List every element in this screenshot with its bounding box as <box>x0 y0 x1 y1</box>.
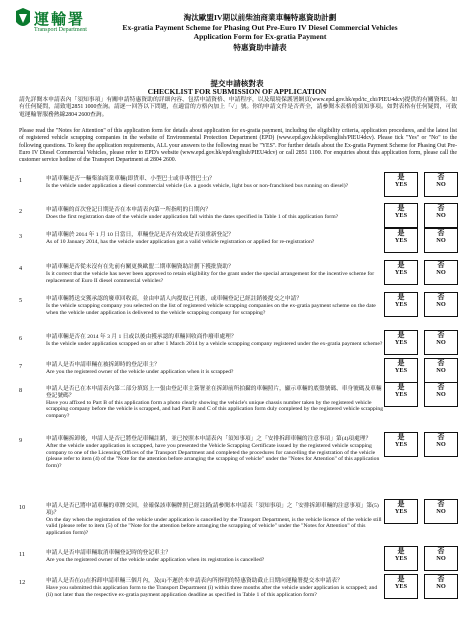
no-label-en: NO <box>436 508 446 515</box>
no-label-cn: 否 <box>437 229 445 237</box>
question-text <box>46 264 384 284</box>
question-text-en: Have you affixed to Part B of this application form a photo clearly showing the vehicle's unique chassis number taken by the registered vehicle scrapping company before the vehicle is scrapped, and had Part B and C of this application form duly completed by the registered vehicle scrapping company? <box>46 399 384 420</box>
yes-checkbox[interactable] <box>384 260 418 285</box>
question-text-cn: 申請車輛的首次登記日期是否在本申請表內第一所指明的日期內？ <box>46 207 211 213</box>
no-checkbox[interactable] <box>424 260 458 285</box>
question-number: 11 <box>19 551 25 558</box>
question-text-cn: 申請車輛拆卸後，申請人是否已將登記車輛註銷，並已按照本申請表內「須知事項」之「安排拆卸車輛的注意事項」第(4)項處理？ <box>46 436 372 442</box>
intro-paragraph-en: Please read the "Notes for Attention" of this application form for details about application for ex-gratia payment, including the eligibility criteria, application procedures, and the latest list of registered vehicle scrapping companies in the website of Environmental Protection Department (EPD) (www.epd.gov.hk/epd/english/PIEU4dcv). Please tick "Yes" or "No" to the following questions. To keep the application requirements, ALL your answers to the following must be "YES". For further details about the Ex-gratia Payment Scheme for Phasing Out Pre-Euro IV Diesel Commercial Vehicles, please refer to EPD's website (www.epd.gov.hk/epd/english/PIEU4dcv) or call 2851 1100. For enquiries about this application form, please call the customer service hotline of the Transport Department at 2804 2600. <box>19 128 457 164</box>
yes-label-en: YES <box>394 237 408 244</box>
yes-label-en: YES <box>394 391 408 398</box>
no-label-en: NO <box>436 583 446 590</box>
no-label-cn: 否 <box>437 293 445 301</box>
yes-label-en: YES <box>394 441 408 448</box>
question-number: 5 <box>19 297 23 304</box>
question-text <box>46 232 384 246</box>
yes-label-cn: 是 <box>397 331 405 339</box>
question-text-cn: 申請人是否已在本申請表內第二部分填寫上一張由登記車主簽署並在拆卸前所拍攝的車輛照片，顯示車輛的底盤號碼、車身號碼及車輛登記號碼？ <box>46 386 382 399</box>
no-label-cn: 否 <box>437 383 445 391</box>
yes-checkbox[interactable] <box>384 203 418 228</box>
question-text <box>46 296 384 316</box>
no-label-en: NO <box>436 212 446 219</box>
question-text-cn: 申請車輛是否在 2014 年 3 月 1 日或以後由獲承認的車輛回收商作廢車處理？ <box>46 334 237 340</box>
yes-checkbox[interactable] <box>384 574 418 599</box>
no-label-cn: 否 <box>437 433 445 441</box>
yes-label-cn: 是 <box>397 229 405 237</box>
question-text-en: On the day when the registration of the vehicle under application is cancelled by the Transport Department, is the vehicle licence of the vehicle still valid (please refer to item (5) of the "Note for the attention before arranging the scrapping of vehicle" under the "Notes for Attention" of this application form)? <box>46 516 382 537</box>
question-text-en: Are you the registered owner of the vehicle under application when its registration is cancelled? <box>46 556 265 563</box>
no-label-en: NO <box>436 339 446 346</box>
no-label-en: NO <box>436 181 446 188</box>
yes-label-cn: 是 <box>397 383 405 391</box>
yes-checkbox[interactable] <box>384 432 418 457</box>
yes-checkbox[interactable] <box>384 546 418 571</box>
yes-label-cn: 是 <box>397 547 405 555</box>
question-text <box>46 207 384 221</box>
yes-label-en: YES <box>394 339 408 346</box>
question-text <box>46 503 384 537</box>
question-text <box>46 386 384 420</box>
yes-label-en: YES <box>394 301 408 308</box>
yes-label-cn: 是 <box>397 575 405 583</box>
question-number: 2 <box>19 208 23 215</box>
question-text <box>46 578 384 598</box>
question-text-cn: 申請車輛將送交獲承認的廢車回收商，並由申請人內提取已刊憲，或車輛登記已經註銷後提交之申請？ <box>46 296 302 302</box>
question-number: 6 <box>19 335 23 342</box>
question-number: 8 <box>19 387 23 394</box>
yes-label-cn: 是 <box>397 261 405 269</box>
yes-label-en: YES <box>394 212 408 219</box>
intro-paragraph-cn: 請先詳閱本申請表內「須知事項」有關申請特惠資助的詳細內容、包括申請資格、申請程序，以及環境保護署網頁(www.epd.gov.hk/epd/tc_chi/PIEU4dcv)提供的有關資料。如有任何疑問，請致電2851 1000查詢。請逐一回答以下問題，在適當的方格內加上「✓」號。你的申請文件是否齊全，請參閱本表格的須知事項。如對表格有任何疑問，可致電運輸署服務熱線2804 2600查詢。 <box>19 97 457 118</box>
yes-label-en: YES <box>394 583 408 590</box>
yes-label-cn: 是 <box>397 173 405 181</box>
question-number: 7 <box>19 363 23 370</box>
no-label-cn: 否 <box>437 173 445 181</box>
yes-label-cn: 是 <box>397 500 405 508</box>
question-text-cn: 申請人是否已將申請車輛的車牌交回，並確保該車輛牌照已經註銷(請參閱本申請表「須知事項」之「安排拆卸車輛的注意事項」第(5)項)？ <box>46 503 379 516</box>
no-checkbox[interactable] <box>424 358 458 383</box>
no-label-cn: 否 <box>437 204 445 212</box>
question-number: 3 <box>19 233 23 240</box>
yes-label-cn: 是 <box>397 293 405 301</box>
no-label-en: NO <box>436 269 446 276</box>
no-label-en: NO <box>436 441 446 448</box>
yes-checkbox[interactable] <box>384 358 418 383</box>
question-text-cn: 申請車輛於 2014 年 1 月 10 日當日，車輛登記是否有效或是否須重新登記？ <box>46 232 234 238</box>
yes-label-cn: 是 <box>397 433 405 441</box>
no-label-en: NO <box>436 391 446 398</box>
no-label-cn: 否 <box>437 331 445 339</box>
yes-checkbox[interactable] <box>384 172 418 197</box>
logo-english-text: Transport Department <box>34 27 87 33</box>
yes-label-cn: 是 <box>397 359 405 367</box>
question-text-cn: 申請人是否在(i)在拆卸申請車輛三個月內，及(ii)不遲於本申請表內所指明的特惠資助截止日期向運輸署提交本申請表？ <box>46 578 343 584</box>
question-text-cn: 申請人是否申請車輛取消車輛登記時的登記車主？ <box>46 550 172 556</box>
logo-chinese-text: 運輸署 <box>34 12 86 28</box>
question-number: 9 <box>19 437 23 444</box>
yes-checkbox[interactable] <box>384 228 418 253</box>
checklist-title-cn: 提交申請核對表 <box>210 79 264 88</box>
no-checkbox[interactable] <box>424 546 458 571</box>
question-text-cn: 申請車輛是否一輛柴油商業車輛(即貨車、小型巴士或非專營巴士)？ <box>46 176 215 182</box>
question-text-en: Is the vehicle scrapping company you selected on the list of registered vehicle scrapping companies on the ex-gratia payment scheme on the date when the vehicle under application is delivered to the vehicle scrapping company for scrapping? <box>46 302 376 316</box>
yes-label-en: YES <box>394 181 408 188</box>
yes-label-en: YES <box>394 269 408 276</box>
no-label-en: NO <box>436 301 446 308</box>
question-number: 4 <box>19 265 23 272</box>
question-text-en: As of 10 January 2014, has the vehicle under application got a valid vehicle registration or applied for re-registration? <box>46 238 315 245</box>
question-number: 10 <box>19 504 26 511</box>
no-checkbox[interactable] <box>424 432 458 457</box>
question-text <box>46 334 384 348</box>
no-label-en: NO <box>436 237 446 244</box>
no-checkbox[interactable] <box>424 203 458 228</box>
yes-label-en: YES <box>394 508 408 515</box>
no-label-cn: 否 <box>437 500 445 508</box>
no-checkbox[interactable] <box>424 172 458 197</box>
question-text <box>46 362 384 376</box>
question-text-en: After the vehicle under application is scrapped, have you presented the Vehicle Scrapping Certificate issued by the registered vehicle scrapping company to one of the Licensing Offices of the Transport Department and completed the procedures for cancelling the registration of the vehicle (please refer to item (4) of the "Note for the attention before arranging the scrapping of vehicle" under the "Notes for Attention" of this application form)? <box>46 442 380 470</box>
form-title-en: Application Form for Ex-gratia Payment <box>193 32 327 41</box>
question-text-en: Does the first registration date of the vehicle under application fall within the dates specified in Table 1 of this application form? <box>46 213 339 220</box>
yes-checkbox[interactable] <box>384 382 418 407</box>
yes-checkbox[interactable] <box>384 499 418 524</box>
scheme-title-en: Ex-gratia Payment Scheme for Phasing Out Pre-Euro IV Diesel Commercial Vehicles <box>122 23 398 32</box>
scheme-title-cn: 淘汰歐盟IV期以前柴油商業車輛特惠資助計劃 <box>183 13 337 22</box>
no-label-en: NO <box>436 367 446 374</box>
question-text-cn: 申請車輛是否從未沒有在先前有關更換歐盟二期車輛資助計劃下獲批資助？ <box>46 264 234 270</box>
no-checkbox[interactable] <box>424 499 458 524</box>
question-text-en: Have you submitted this application form to the Transport Department (i) within three months after the vehicle under application is scrapped; and (ii) not later than the respective ex-gratia payment application deadline as specified in Table 1 of this application form? <box>46 584 378 598</box>
yes-label-en: YES <box>394 367 408 374</box>
no-checkbox[interactable] <box>424 574 458 599</box>
no-label-cn: 否 <box>437 547 445 555</box>
question-text <box>46 550 384 564</box>
no-label-cn: 否 <box>437 575 445 583</box>
no-checkbox[interactable] <box>424 382 458 407</box>
checklist-title-en: CHECKLIST FOR SUBMISSION OF APPLICATION <box>147 87 327 96</box>
question-text-en: Is the vehicle under application a diesel commercial vehicle (i.e. a goods vehicle, light bus or non-franchised bus running on diesel)? <box>46 182 349 189</box>
question-text-en: Are you the registered owner of the vehicle under application when it is scrapped? <box>46 368 234 375</box>
question-text-en: Is it correct that the vehicle has never been approved to retain eligibility for the grant under the special arrangement for the incentive scheme for replacement of Euro II diesel commercial vehicles? <box>46 270 375 284</box>
logo-mark-icon <box>14 8 32 30</box>
yes-label-en: YES <box>394 555 408 562</box>
question-text <box>46 436 384 470</box>
question-text-cn: 申請人是否申請車輛在被拆卸時的登記車主？ <box>46 362 160 368</box>
question-number: 1 <box>19 177 23 184</box>
no-label-cn: 否 <box>437 359 445 367</box>
yes-label-cn: 是 <box>397 204 405 212</box>
yes-checkbox[interactable] <box>384 292 418 317</box>
question-text <box>46 176 384 190</box>
no-checkbox[interactable] <box>424 330 458 355</box>
no-label-en: NO <box>436 555 446 562</box>
question-text-en: Is the vehicle under application scrapped on or after 1 March 2014 by a vehicle scrapping company registered under the ex-gratia payment scheme? <box>46 340 383 347</box>
no-checkbox[interactable] <box>424 292 458 317</box>
no-label-cn: 否 <box>437 261 445 269</box>
question-number: 12 <box>19 579 26 586</box>
yes-checkbox[interactable] <box>384 330 418 355</box>
no-checkbox[interactable] <box>424 228 458 253</box>
form-title-cn: 特惠資助申請表 <box>233 43 287 52</box>
